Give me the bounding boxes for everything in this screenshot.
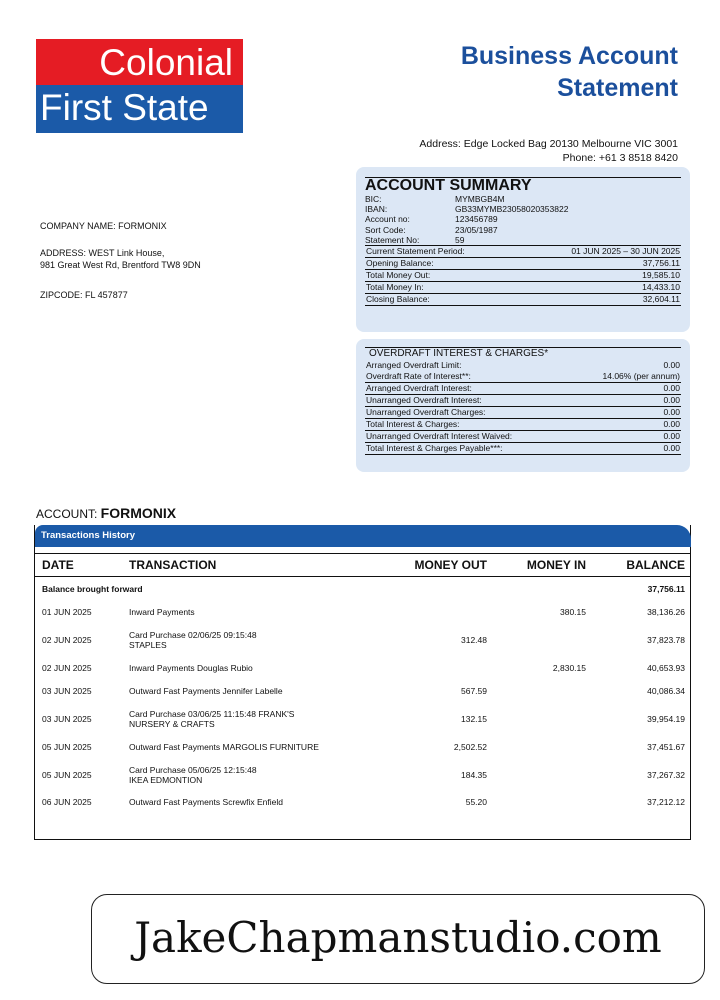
summary-row-label: Total Money Out: xyxy=(366,270,431,281)
table-row xyxy=(35,703,690,735)
row-money-out: 312.48 xyxy=(461,635,487,645)
account-summary-box xyxy=(356,167,690,332)
overdraft-row-value: 0.00 xyxy=(663,419,680,429)
header-money-out: MONEY OUT xyxy=(414,558,487,572)
row-balance: 40,653.93 xyxy=(647,662,685,673)
bank-logo xyxy=(36,39,243,133)
row-balance: 39,954.19 xyxy=(647,714,685,724)
title-line1: Business Account xyxy=(460,42,678,70)
overdraft-row-value: 0.00 xyxy=(663,383,680,393)
summary-rows xyxy=(365,245,681,306)
summary-details xyxy=(365,194,681,245)
row-money-out: 132.15 xyxy=(461,714,487,724)
summary-header-area xyxy=(365,177,681,306)
row-date: 02 JUN 2025 xyxy=(42,635,92,645)
summary-row-label: Closing Balance: xyxy=(366,294,430,305)
overdraft-row-value: 0.00 xyxy=(663,443,680,453)
account-name: FORMONIX xyxy=(100,505,177,521)
brought-forward-label: Balance brought forward xyxy=(42,583,143,594)
summary-row-value: 37,756.11 xyxy=(642,258,680,269)
bank-phone: Phone: +61 3 8518 8420 xyxy=(562,152,678,164)
overdraft-row xyxy=(365,395,681,407)
summary-row xyxy=(365,282,681,294)
summary-detail-label: IBAN: xyxy=(365,204,388,215)
summary-detail-label: Sort Code: xyxy=(365,224,406,235)
summary-detail-label: Statement No: xyxy=(365,234,420,245)
company-address xyxy=(40,247,201,271)
overdraft-row xyxy=(365,443,681,455)
overdraft-row-value: 14.06% (per annum) xyxy=(602,371,680,381)
overdraft-row xyxy=(365,382,681,395)
row-balance: 37,823.78 xyxy=(647,635,685,645)
summary-detail-row xyxy=(365,214,681,224)
summary-detail-value: 23/05/1987 xyxy=(455,224,498,235)
bank-address: Address: Edge Locked Bag 20130 Melbourne VIC 3001 xyxy=(419,138,678,150)
overdraft-row xyxy=(365,371,681,382)
row-money-out: 2,502.52 xyxy=(453,741,487,752)
row-transaction: Card Purchase 02/06/25 09:15:48 STAPLES xyxy=(129,630,257,650)
company-zip: ZIPCODE: FL 457877 xyxy=(40,290,128,300)
summary-row xyxy=(365,270,681,282)
account-label xyxy=(36,505,176,521)
overdraft-rows xyxy=(365,360,681,455)
overdraft-box xyxy=(356,339,690,472)
row-transaction: Card Purchase 03/06/25 11:15:48 FRANK'S NURSERY & CRAFTS xyxy=(129,709,295,729)
logo-line2: First State xyxy=(36,85,243,133)
company-name: COMPANY NAME: FORMONIX xyxy=(40,221,167,231)
row-balance: 37,212.12 xyxy=(647,797,685,808)
row-transaction: Inward Payments Douglas Rubio xyxy=(129,662,253,673)
row-transaction: Inward Payments xyxy=(129,607,195,618)
watermark-banner: JakeChapmanstudio.com xyxy=(91,894,705,984)
header-transaction: TRANSACTION xyxy=(129,558,217,572)
row-money-out: 567.59 xyxy=(461,686,487,697)
header-money-in: MONEY IN xyxy=(526,558,586,572)
summary-detail-row xyxy=(365,204,681,214)
statement-title xyxy=(378,40,678,104)
summary-row xyxy=(365,258,681,270)
table-row xyxy=(35,759,690,791)
row-balance: 38,136.26 xyxy=(647,607,685,618)
row-transaction: Outward Fast Payments Screwfix Enfield xyxy=(129,797,284,808)
table-row xyxy=(35,791,690,815)
row-balance: 37,451.67 xyxy=(647,741,685,752)
row-money-in: 2,830.15 xyxy=(552,662,586,673)
overdraft-row-value: 0.00 xyxy=(663,407,680,417)
table-header-row xyxy=(35,553,690,577)
summary-detail-label: Account no: xyxy=(365,214,410,225)
overdraft-row xyxy=(365,419,681,431)
row-date: 02 JUN 2025 xyxy=(42,662,92,673)
summary-detail-label: BIC: xyxy=(365,194,382,204)
overdraft-row-value: 0.00 xyxy=(663,395,680,405)
table-row xyxy=(35,680,690,704)
row-balance: 40,086.34 xyxy=(647,686,685,697)
overdraft-row-label: Total Interest & Charges: xyxy=(366,419,460,429)
summary-heading: ACCOUNT SUMMARY xyxy=(365,177,532,194)
row-date: 06 JUN 2025 xyxy=(42,797,92,808)
row-money-out: 55.20 xyxy=(465,797,487,808)
row-transaction: Card Purchase 05/06/25 12:15:48 IKEA EDMONTION xyxy=(129,764,257,785)
company-address-line1: ADDRESS: WEST Link House, xyxy=(40,248,165,258)
table-row xyxy=(35,624,690,656)
summary-row-label: Opening Balance: xyxy=(366,258,434,269)
summary-detail-value: 59 xyxy=(455,234,465,245)
company-address-line2: 981 Great West Rd, Brentford TW8 9DN xyxy=(40,260,201,270)
summary-row-value: 14,433.10 xyxy=(642,282,680,293)
overdraft-heading: OVERDRAFT INTEREST & CHARGES* xyxy=(369,348,549,359)
summary-detail-value: MYMBGB4M xyxy=(455,194,505,204)
table-row xyxy=(35,735,690,759)
summary-row-value: 01 JUN 2025 – 30 JUN 2025 xyxy=(571,246,680,257)
overdraft-row-label: Overdraft Rate of Interest**: xyxy=(366,371,471,381)
overdraft-row-value: 0.00 xyxy=(663,360,680,370)
overdraft-row-label: Arranged Overdraft Interest: xyxy=(366,383,472,393)
summary-row xyxy=(365,294,681,306)
transaction-rows xyxy=(35,577,690,814)
row-date: 01 JUN 2025 xyxy=(42,607,92,618)
bank-address-block xyxy=(338,137,678,165)
summary-row-label: Total Money In: xyxy=(366,282,424,293)
summary-detail-row xyxy=(365,194,681,204)
table-row xyxy=(35,656,690,680)
header-date: DATE xyxy=(42,558,74,572)
summary-detail-row xyxy=(365,225,681,235)
overdraft-row-label: Unarranged Overdraft Interest: xyxy=(366,395,482,405)
row-date: 03 JUN 2025 xyxy=(42,714,92,724)
overdraft-row-label: Unarranged Overdraft Charges: xyxy=(366,407,486,417)
transactions-history-bar: Transactions History xyxy=(35,525,691,547)
overdraft-row-label: Total Interest & Charges Payable***: xyxy=(366,443,503,453)
account-prefix: ACCOUNT: xyxy=(36,507,101,521)
overdraft-inner xyxy=(365,347,681,455)
row-date: 05 JUN 2025 xyxy=(42,741,92,752)
title-line2: Statement xyxy=(557,74,678,102)
logo-line1: Colonial xyxy=(36,39,243,85)
row-money-in: 380.15 xyxy=(560,607,586,618)
row-transaction: Outward Fast Payments Jennifer Labelle xyxy=(129,686,283,697)
summary-detail-row xyxy=(365,235,681,245)
overdraft-row xyxy=(365,431,681,443)
balance-brought-forward-row xyxy=(35,577,690,601)
overdraft-row xyxy=(365,360,681,371)
table-row xyxy=(35,601,690,625)
summary-row xyxy=(365,245,681,258)
overdraft-row-value: 0.00 xyxy=(663,431,680,441)
summary-row-value: 32,604.11 xyxy=(642,294,680,305)
overdraft-row xyxy=(365,407,681,419)
transactions-table xyxy=(34,525,691,840)
summary-detail-value: 123456789 xyxy=(455,214,498,225)
summary-row-value: 19,585.10 xyxy=(642,270,680,281)
row-date: 03 JUN 2025 xyxy=(42,686,92,697)
summary-row-label: Current Statement Period: xyxy=(366,246,465,257)
row-transaction: Outward Fast Payments MARGOLIS FURNITURE xyxy=(129,741,319,752)
overdraft-row-label: Unarranged Overdraft Interest Waived: xyxy=(366,431,513,441)
row-date: 05 JUN 2025 xyxy=(42,769,92,780)
summary-detail-value: GB33MYMB23058020353822 xyxy=(455,204,569,215)
header-balance: BALANCE xyxy=(626,558,685,572)
brought-forward-balance: 37,756.11 xyxy=(647,583,685,594)
row-balance: 37,267.32 xyxy=(647,769,685,780)
row-money-out: 184.35 xyxy=(461,769,487,780)
overdraft-row-label: Arranged Overdraft Limit: xyxy=(366,360,462,370)
